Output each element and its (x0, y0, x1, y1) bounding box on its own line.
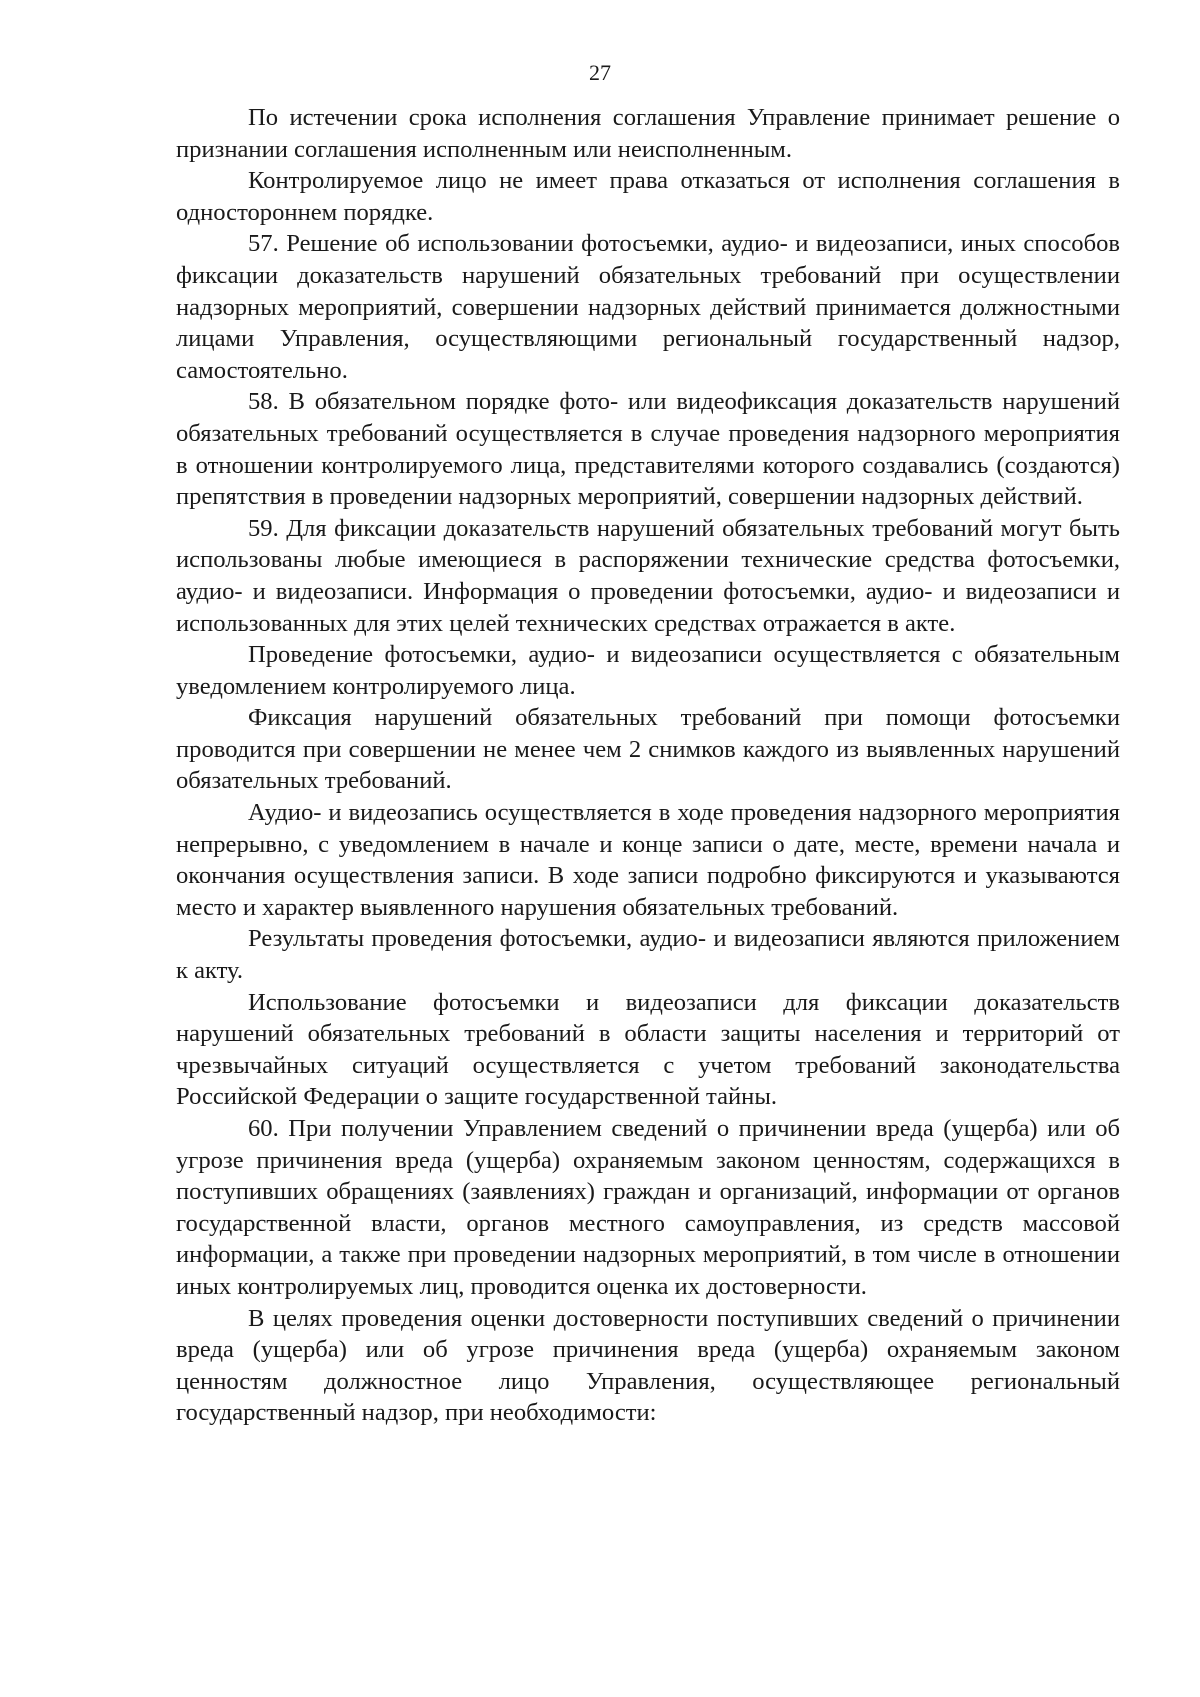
paragraph: Использование фотосъемки и видеозаписи для фиксации доказательств нарушений обязательных требований в области защиты населения и территорий от чрезвычайных ситуаций осуществляется с учетом требований законодательства Российской Федерации о защите государственной тайны. (176, 988, 1120, 1111)
paragraph: Аудио- и видеозапись осуществляется в ходе проведения надзорного мероприятия непрерывно, с уведомлением в начале и конце записи о дате, месте, времени начала и окончания осуществления записи. В ходе записи подробно фиксируются и указываются место и характер выявленного нарушения обязательных требований. (176, 799, 1120, 921)
paragraph: Результаты проведения фотосъемки, аудио- и видеозаписи являются приложением к акту. (176, 925, 1120, 985)
document-body (176, 102, 1120, 1429)
paragraph: Фиксация нарушений обязательных требований при помощи фотосъемки проводится при совершении не менее чем 2 снимков каждого из выявленных нарушений обязательных требований. (176, 704, 1120, 795)
paragraph-item-58: 58. В обязательном порядке фото- или видеофиксация доказательств нарушений обязательных требований осуществляется в случае проведения надзорного мероприятия в отношении контролируемого лица, представителями которого создавались (создаются) препятствия в проведении надзорных мероприятий, совершении надзорных действий. (176, 388, 1120, 511)
paragraph: Проведение фотосъемки, аудио- и видеозаписи осуществляется с обязательным уведомлением контролируемого лица. (176, 641, 1120, 700)
paragraph-item-60: 60. При получении Управлением сведений о причинении вреда (ущерба) или об угрозе причинения вреда (ущерба) охраняемым законом ценностям, содержащихся в поступивших обращениях (заявлениях) граждан и организаций, информации от органов государственной власти, органов местного самоуправления, из средств массовой информации, а также при проведении надзорных мероприятий, в том числе в отношении иных контролируемых лиц, проводится оценка их достоверности. (176, 1115, 1120, 1300)
paragraph-item-57: 57. Решение об использовании фотосъемки, аудио- и видеозаписи, иных способов фиксации доказательств нарушений обязательных требований при осуществлении надзорных мероприятий, совершении надзорных действий принимается должностными лицами Управления, осуществляющими региональный государственный надзор, самостоятельно. (176, 230, 1120, 384)
page-number: 27 (589, 60, 611, 85)
paragraph: В целях проведения оценки достоверности поступивших сведений о причинении вреда (ущерба) или об угрозе причинения вреда (ущерба) охраняемым законом ценностям должностное лицо Управления, осуществляющее региональный государственный надзор, при необходимости: (176, 1304, 1120, 1427)
paragraph: По истечении срока исполнения соглашения Управление принимает решение о признании соглашения исполненным или неисполненным. (176, 104, 1120, 163)
paragraph: Контролируемое лицо не имеет права отказаться от исполнения соглашения в одностороннем порядке. (176, 167, 1120, 226)
paragraph-item-59: 59. Для фиксации доказательств нарушений обязательных требований могут быть использованы любые имеющиеся в распоряжении технические средства фотосъемки, аудио- и видеозаписи. Информация о проведении фотосъемки, аудио- и видеозаписи и использованных для этих целей технических средствах отражается в акте. (176, 514, 1120, 637)
